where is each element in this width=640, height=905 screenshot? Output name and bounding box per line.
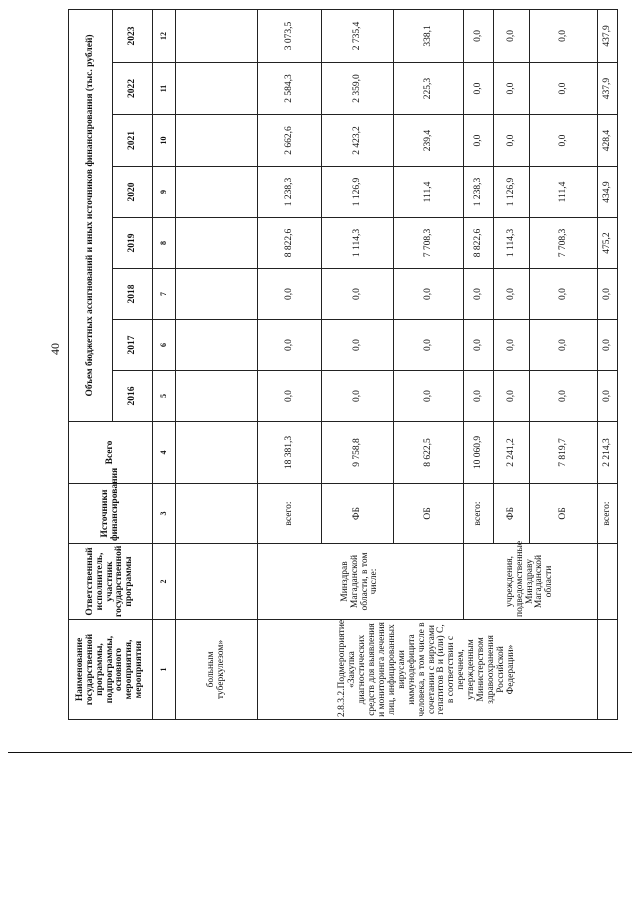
- source-cell: ФБ: [322, 484, 394, 544]
- column-index: 11: [153, 63, 176, 115]
- source-cell: ОБ: [530, 484, 598, 544]
- column-index: 12: [153, 9, 176, 62]
- value-cell: 2 735,4: [322, 9, 394, 62]
- value-cell: 1 238,3: [464, 167, 494, 218]
- value-cell: 0,0: [598, 269, 618, 320]
- funding-table: [68, 9, 618, 720]
- value-cell: 1 126,9: [494, 167, 530, 218]
- column-index-row: [153, 9, 176, 719]
- header-source: Источники финансирования: [69, 484, 153, 544]
- header-total: Всего: [69, 422, 153, 484]
- source-cell: всего:: [464, 484, 494, 544]
- value-cell: 437,9: [598, 9, 618, 62]
- table-row: [176, 9, 258, 719]
- header-year: 2019: [113, 218, 153, 269]
- value-cell: 0,0: [258, 320, 322, 371]
- source-cell: ОБ: [394, 484, 464, 544]
- value-cell: 7 708,3: [394, 218, 464, 269]
- value-cell: 0,0: [530, 320, 598, 371]
- value-cell: 0,0: [494, 115, 530, 167]
- value-cell: 0,0: [494, 63, 530, 115]
- source-cell: всего:: [258, 484, 322, 544]
- total-cell: 2 214,3: [598, 422, 618, 484]
- value-cell: 338,1: [394, 9, 464, 62]
- column-index: 6: [153, 320, 176, 371]
- column-index: 2: [153, 544, 176, 620]
- page-divider-line: [8, 752, 632, 753]
- value-cell: 437,9: [598, 63, 618, 115]
- value-cell: 0,0: [464, 371, 494, 422]
- header-year: 2022: [113, 63, 153, 115]
- value-cell: 2 359,0: [322, 63, 394, 115]
- value-cell: 0,0: [530, 115, 598, 167]
- value-cell: 3 073,5: [258, 9, 322, 62]
- value-cell: 1 126,9: [322, 167, 394, 218]
- value-cell: 0,0: [394, 371, 464, 422]
- value-cell: 0,0: [322, 371, 394, 422]
- value-cell: 0,0: [394, 320, 464, 371]
- column-index: 5: [153, 371, 176, 422]
- header-funding-group: Объем бюджетных ассигнований и иных источников финансирования (тыс. рублей): [69, 9, 113, 421]
- header-year: 2017: [113, 320, 153, 371]
- value-cell: 0,0: [464, 9, 494, 62]
- header-year: 2023: [113, 9, 153, 62]
- header-year: 2016: [113, 371, 153, 422]
- value-cell: 7 708,3: [530, 218, 598, 269]
- value-cell: 111,4: [394, 167, 464, 218]
- value-cell: 2 423,2: [322, 115, 394, 167]
- header-year: 2018: [113, 269, 153, 320]
- source-cell: ФБ: [494, 484, 530, 544]
- value-cell: 0,0: [598, 371, 618, 422]
- value-cell: 0,0: [494, 320, 530, 371]
- column-index: 1: [153, 620, 176, 720]
- page-number: 40: [48, 343, 62, 355]
- column-index: 4: [153, 422, 176, 484]
- measure-name-cell: 2.8.3.2.Подмероприятие «Закупка диагностических средств для выявления и мониторинга лечения лиц, инфицированных вирусами иммунодефицита человека, в том числе в сочетании с вирусами гепатитов B и (или) C, в соответствии с перечнем, утвержденным Министерством здравоохранения Российской Федерации»: [258, 620, 598, 720]
- value-cell: 0,0: [530, 9, 598, 62]
- header-name: Наименование государственной программы, подпрограммы, основного мероприятия, мероприятия: [69, 620, 153, 720]
- value-cell: 0,0: [258, 269, 322, 320]
- value-cell: 8 822,6: [464, 218, 494, 269]
- column-index: 7: [153, 269, 176, 320]
- value-cell: 1 238,3: [258, 167, 322, 218]
- value-cell: 2 662,6: [258, 115, 322, 167]
- source-cell: всего:: [598, 484, 618, 544]
- table-row: [258, 9, 322, 719]
- total-cell: 10 060,9: [464, 422, 494, 484]
- value-cell: 111,4: [530, 167, 598, 218]
- executor-cell: учреждения, подведомственные Минздраву Магаданской области: [464, 544, 598, 620]
- total-cell: 18 381,3: [258, 422, 322, 484]
- header-year: 2020: [113, 167, 153, 218]
- total-cell: 7 819,7: [530, 422, 598, 484]
- funding-table-rotated: [68, 10, 618, 720]
- column-index: 10: [153, 115, 176, 167]
- total-cell: 2 241,2: [494, 422, 530, 484]
- value-cell: 8 822,6: [258, 218, 322, 269]
- total-cell: 8 622,5: [394, 422, 464, 484]
- header-year: 2021: [113, 115, 153, 167]
- value-cell: 428,4: [598, 115, 618, 167]
- value-cell: 1 114,3: [494, 218, 530, 269]
- header-executor: Ответственный исполнитель, участник государственной программы: [69, 544, 153, 620]
- value-cell: 225,3: [394, 63, 464, 115]
- value-cell: 0,0: [494, 269, 530, 320]
- column-index: 3: [153, 484, 176, 544]
- value-cell: 2 584,3: [258, 63, 322, 115]
- total-cell: 9 758,8: [322, 422, 394, 484]
- table-row: [598, 9, 618, 719]
- value-cell: 0,0: [598, 320, 618, 371]
- value-cell: 0,0: [394, 269, 464, 320]
- value-cell: 0,0: [494, 371, 530, 422]
- value-cell: 0,0: [464, 320, 494, 371]
- continued-name-cell: больным туберкулезом»: [176, 620, 258, 720]
- value-cell: 0,0: [464, 63, 494, 115]
- value-cell: 434,9: [598, 167, 618, 218]
- value-cell: 0,0: [322, 320, 394, 371]
- value-cell: 0,0: [530, 269, 598, 320]
- table-row: [464, 9, 494, 719]
- value-cell: 0,0: [530, 63, 598, 115]
- value-cell: 0,0: [322, 269, 394, 320]
- value-cell: 0,0: [464, 269, 494, 320]
- value-cell: 239,4: [394, 115, 464, 167]
- value-cell: 0,0: [258, 371, 322, 422]
- column-index: 9: [153, 167, 176, 218]
- executor-cell: Минздрав Магаданской области, в том числе:: [258, 544, 464, 620]
- value-cell: 1 114,3: [322, 218, 394, 269]
- value-cell: 0,0: [530, 371, 598, 422]
- value-cell: 0,0: [494, 9, 530, 62]
- value-cell: 475,2: [598, 218, 618, 269]
- value-cell: 0,0: [464, 115, 494, 167]
- column-index: 8: [153, 218, 176, 269]
